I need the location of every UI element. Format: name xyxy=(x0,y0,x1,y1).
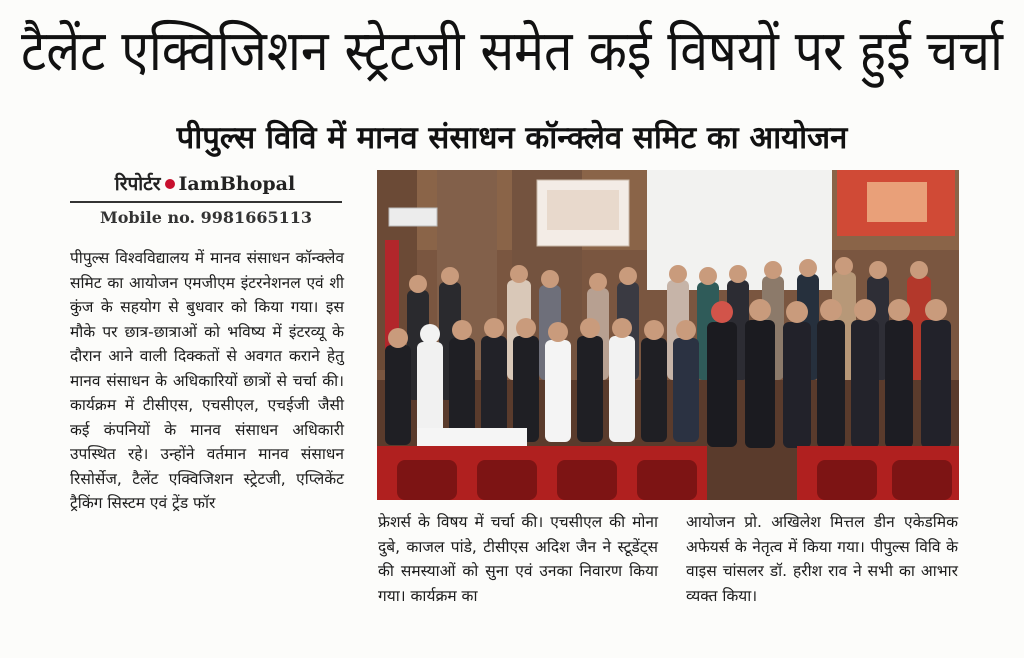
subheadline: पीपुल्स विवि में मानव संसाधन कॉन्क्लेव समिट का आयोजन xyxy=(176,120,848,156)
group-photo-illustration xyxy=(377,170,959,500)
byline-source: IamBhopal xyxy=(178,173,296,195)
bullet-dot-icon xyxy=(165,179,175,189)
byline-divider xyxy=(70,201,342,203)
reporter-label: रिपोर्टर xyxy=(114,173,161,195)
byline xyxy=(70,170,340,196)
article-column-2 xyxy=(378,510,658,608)
column-1-text: पीपुल्स विश्वविद्यालय में मानव संसाधन कॉन्क्लेव समिट का आयोजन एमजीएम इंटरनेशनल एवं शी कुंज के सहयोग से बुधवार को किया गया। इस मौके पर छात्र-छात्राओं को भविष्य में इंटरव्यू के दौरान आने वाली दिक्कतों से अवगत कराने हेतु मानव संसाधन के अधिकारियों छात्रों से चर्चा की। कार्यक्रम में टीसीएस, एचसीएल, एचईजी जैसी कई कंपनियों के मानव संसाधन अधिकारी उपस्थित रहे। उन्होंने वर्तमान मानव संसाधन रिसोर्सेज, टैलेंट एक्विजिशन स्ट्रेटजी, एप्लिकेंट ट्रैकिंग सिस्टम एवं ट्रेंड फॉर xyxy=(70,249,344,512)
mobile-line xyxy=(70,208,342,227)
article-column-1 xyxy=(70,246,344,516)
article-column-3 xyxy=(686,510,958,608)
headline: टैलेंट एक्विजिशन स्ट्रेटजी समेत कई विषयों पर हुई चर्चा xyxy=(21,18,1003,84)
mobile-label: Mobile no. xyxy=(100,208,196,227)
column-3-text: आयोजन प्रो. अखिलेश मित्तल डीन एकेडमिक अफेयर्स के नेतृत्व में किया गया। पीपुल्स विवि के वाइस चांसलर डॉ. हरीश राव ने सभी का आभार व्यक्त किया। xyxy=(686,513,958,605)
mobile-number: 9981665113 xyxy=(200,208,312,227)
event-photo xyxy=(377,170,959,500)
column-2-text: फ्रेशर्स के विषय में चर्चा की। एचसीएल की मोना दुबे, काजल पांडे, टीसीएस अदिश जैन ने स्टूडेंट्स की समस्याओं को सुना एवं उनका निवारण किया गया। कार्यक्रम का xyxy=(378,513,658,605)
